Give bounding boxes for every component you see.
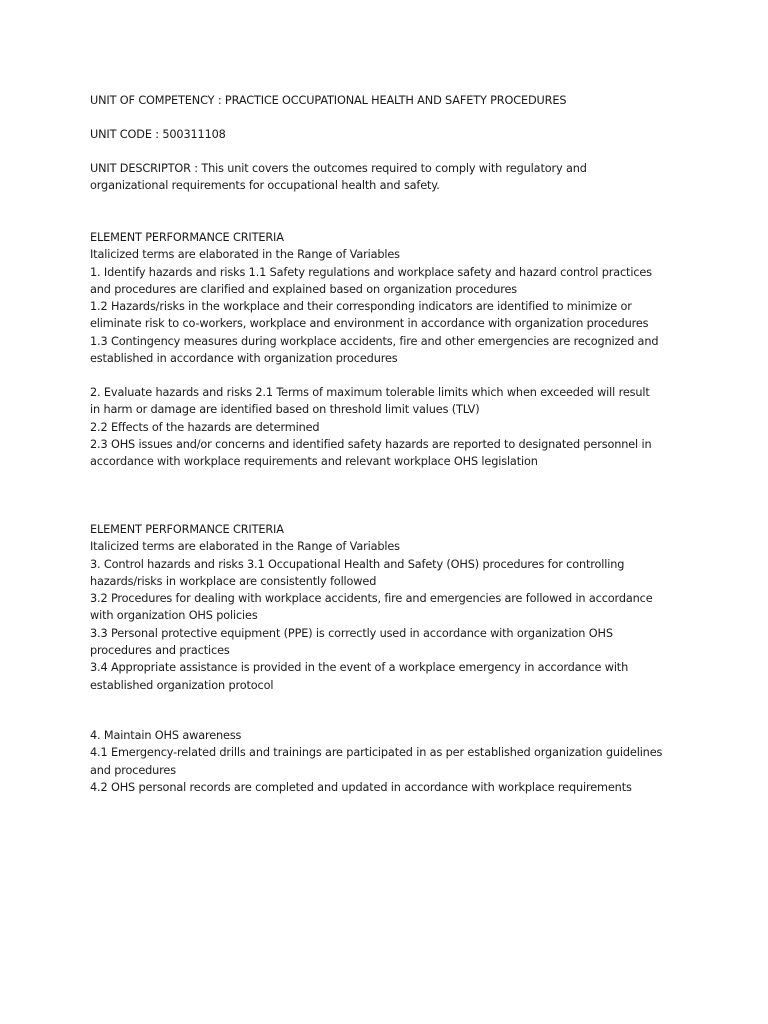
criteria-line: eliminate risk to co-workers, workplace and environment in accordance with organization procedures — [90, 317, 649, 331]
section-heading: ELEMENT PERFORMANCE CRITERIA — [90, 231, 284, 244]
criteria-line: 3. Control hazards and risks 3.1 Occupational Health and Safety (OHS) procedures for controlling — [90, 557, 625, 571]
criteria-line: with organization OHS policies — [90, 609, 258, 623]
criteria-line: 3.4 Appropriate assistance is provided in the event of a workplace emergency in accordance with — [90, 661, 629, 675]
element-section-4 — [90, 727, 690, 796]
criteria-line: 4. Maintain OHS awareness — [90, 729, 242, 742]
criteria-line: 1. Identify hazards and risks 1.1 Safety regulations and workplace safety and hazard control practices — [90, 265, 652, 279]
criteria-line: 2.2 Effects of the hazards are determined — [90, 420, 320, 434]
unit-code-text: UNIT CODE : 500311108 — [90, 128, 226, 141]
criteria-line: established organization protocol — [90, 678, 274, 692]
criteria-line: 1.2 Hazards/risks in the workplace and their corresponding indicators are identified to minimize or — [90, 300, 632, 314]
criteria-line: 2. Evaluate hazards and risks 2.1 Terms of maximum tolerable limits which when exceeded will result — [90, 386, 650, 399]
element-section-3 — [90, 521, 690, 694]
unit-code — [90, 126, 690, 143]
section-note: Italicized terms are elaborated in the Range of Variables — [90, 540, 400, 554]
criteria-line: 1.3 Contingency measures during workplace accidents, fire and other emergencies are recognized and — [90, 334, 659, 348]
criteria-line: 2.3 OHS issues and/or concerns and identified safety hazards are reported to designated personnel in — [90, 437, 652, 451]
criteria-line: and procedures are clarified and explained based on organization procedures — [90, 282, 518, 296]
criteria-line: 3.2 Procedures for dealing with workplace accidents, fire and emergencies are followed in accordance — [90, 592, 653, 606]
unit-descriptor — [90, 160, 690, 195]
criteria-line: 4.1 Emergency-related drills and trainings are participated in as per established organization guidelines — [90, 746, 663, 760]
unit-title-text: UNIT OF COMPETENCY : PRACTICE OCCUPATIONAL HEALTH AND SAFETY PROCEDURES — [90, 94, 567, 107]
criteria-line: in harm or damage are identified based on threshold limit values (TLV) — [90, 403, 480, 417]
criteria-line: hazards/risks in workplace are consistently followed — [90, 574, 377, 588]
criteria-line: 3.3 Personal protective equipment (PPE) is correctly used in accordance with organization OHS — [90, 626, 613, 640]
criteria-line: procedures and practices — [90, 644, 230, 658]
criteria-line: established in accordance with organization procedures — [90, 352, 398, 366]
criteria-line: and procedures — [90, 763, 176, 777]
descriptor-line: UNIT DESCRIPTOR : This unit covers the outcomes required to comply with regulatory and — [90, 162, 587, 175]
section-note: Italicized terms are elaborated in the Range of Variables — [90, 248, 400, 262]
descriptor-line: organizational requirements for occupational health and safety. — [90, 179, 440, 193]
unit-title — [90, 92, 690, 109]
section-heading: ELEMENT PERFORMANCE CRITERIA — [90, 523, 284, 536]
element-section-1 — [90, 229, 690, 367]
criteria-line: 4.2 OHS personal records are completed and updated in accordance with workplace requirements — [90, 780, 632, 794]
criteria-line: accordance with workplace requirements and relevant workplace OHS legislation — [90, 455, 538, 469]
element-section-2 — [90, 384, 690, 470]
